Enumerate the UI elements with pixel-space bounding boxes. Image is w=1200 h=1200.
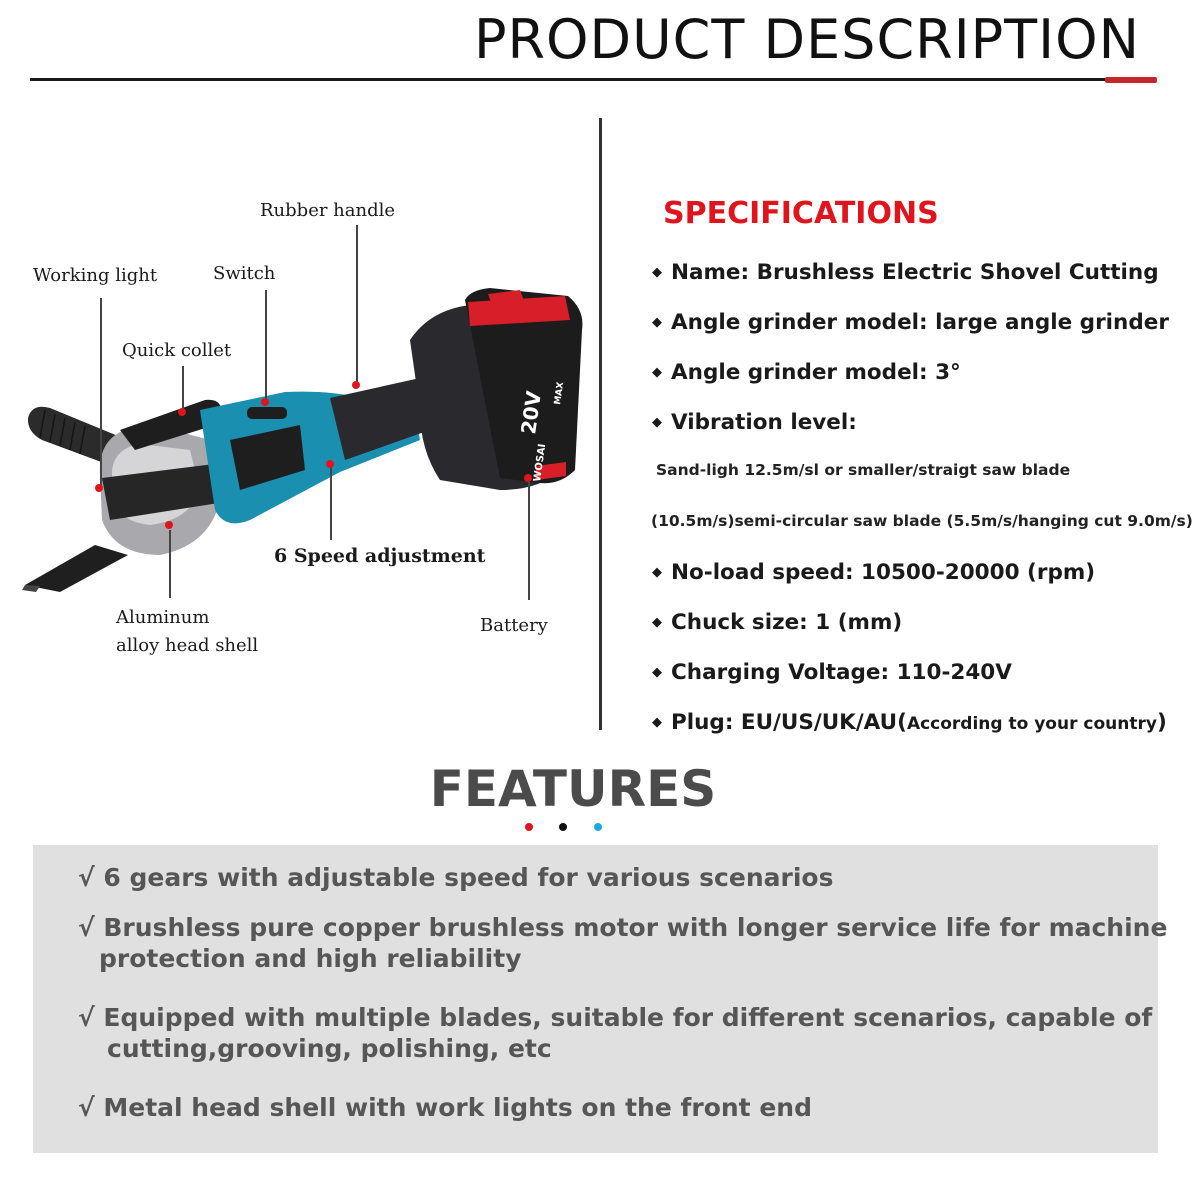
marker-speed bbox=[326, 460, 334, 468]
label-working-light: Working light bbox=[33, 265, 158, 286]
marker-rubber-handle bbox=[352, 381, 360, 389]
multi-tool-illustration bbox=[0, 0, 600, 700]
battery-brand: WOSAI bbox=[532, 443, 549, 483]
leader-aluminum bbox=[169, 530, 171, 598]
diamond-bullet-icon: ◆ bbox=[652, 365, 662, 380]
features-dot-black bbox=[559, 823, 567, 831]
feature-item: √ Equipped with multiple blades, suitable for different scenarios, capable of cutting,grooving, polishing, etc bbox=[78, 1003, 1153, 1063]
diamond-bullet-icon: ◆ bbox=[652, 415, 662, 430]
header-accent-bar bbox=[1105, 77, 1157, 83]
vibration-detail-1: Sand-ligh 12.5m/sl or smaller/straigt saw blade bbox=[656, 461, 1071, 479]
marker-quick-collet bbox=[178, 408, 186, 416]
leader-switch bbox=[265, 290, 267, 400]
switch bbox=[247, 407, 287, 419]
feature-item: √ Brushless pure copper brushless motor with longer service life for machine protection and high reliability bbox=[78, 913, 1168, 973]
spec-item: ◆ Charging Voltage: 110-240V bbox=[652, 660, 1012, 685]
diamond-bullet-icon: ◆ bbox=[652, 715, 662, 730]
marker-battery bbox=[524, 474, 532, 482]
feature-item: √ Metal head shell with work lights on the front end bbox=[78, 1093, 812, 1122]
label-rubber-handle: Rubber handle bbox=[260, 200, 396, 221]
vibration-detail-2: (10.5m/s)semi-circular saw blade (5.5m/s/hanging cut 9.0m/s) bbox=[651, 512, 1193, 530]
leader-rubber-handle bbox=[356, 225, 358, 385]
spec-item: ◆ Vibration level: bbox=[652, 410, 857, 435]
features-dot-blue bbox=[594, 823, 602, 831]
spec-item-plug: ◆ Plug: EU/US/UK/AU(According to your country) bbox=[652, 710, 1167, 735]
spec-item: ◆ No-load speed: 10500-20000 (rpm) bbox=[652, 560, 1096, 585]
label-aluminum-line2: alloy head shell bbox=[116, 635, 259, 656]
leader-working-light bbox=[100, 298, 102, 488]
spec-item: ◆ Angle grinder model: 3° bbox=[652, 360, 961, 385]
spec-item: ◆ Angle grinder model: large angle grinder bbox=[652, 310, 1169, 335]
diamond-bullet-icon: ◆ bbox=[652, 665, 662, 680]
features-title: FEATURES bbox=[429, 760, 717, 818]
leader-quick-collet bbox=[182, 366, 184, 411]
label-speed-adjustment: 6 Speed adjustment bbox=[274, 545, 486, 567]
marker-switch bbox=[261, 398, 269, 406]
specifications-title: SPECIFICATIONS bbox=[663, 196, 939, 231]
label-aluminum-line1: Aluminum bbox=[116, 607, 210, 628]
saw-blade bbox=[25, 545, 128, 592]
leader-battery bbox=[528, 478, 530, 600]
diamond-bullet-icon: ◆ bbox=[652, 615, 662, 630]
marker-aluminum bbox=[165, 521, 173, 529]
diamond-bullet-icon: ◆ bbox=[652, 565, 662, 580]
feature-item: √ 6 gears with adjustable speed for various scenarios bbox=[78, 863, 834, 892]
battery-voltage: 20V bbox=[516, 389, 546, 436]
spec-item: ◆ Name: Brushless Electric Shovel Cutting bbox=[652, 260, 1159, 285]
diamond-bullet-icon: ◆ bbox=[652, 265, 662, 280]
spec-item: ◆ Chuck size: 1 (mm) bbox=[652, 610, 903, 635]
diamond-bullet-icon: ◆ bbox=[652, 315, 662, 330]
label-battery: Battery bbox=[480, 615, 548, 636]
label-switch: Switch bbox=[213, 263, 276, 284]
battery-max: MAX bbox=[553, 381, 567, 406]
label-quick-collet: Quick collet bbox=[122, 340, 232, 361]
marker-working-light bbox=[95, 484, 103, 492]
leader-speed bbox=[330, 462, 332, 540]
features-dot-red bbox=[525, 823, 533, 831]
page-title: PRODUCT DESCRIPTION bbox=[473, 8, 1140, 71]
